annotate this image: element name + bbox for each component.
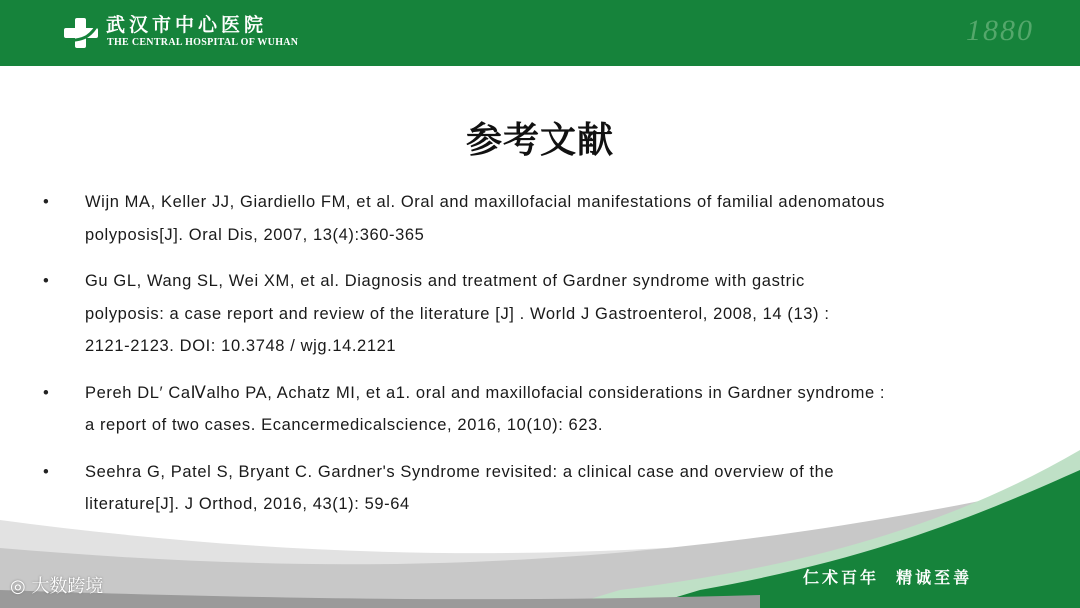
anniversary-mark: 1880 bbox=[966, 14, 1034, 47]
hospital-motto: 仁术百年 精诚至善 bbox=[803, 568, 973, 587]
reference-line: Gu GL, Wang SL, Wei XM, et al. Diagnosis and treatment of Gardner syndrome with gastric bbox=[85, 272, 805, 290]
reference-item bbox=[40, 265, 1030, 363]
watermark bbox=[10, 572, 103, 598]
reference-item bbox=[40, 186, 1030, 251]
reference-item bbox=[40, 377, 1030, 442]
watermark-text: 大数跨境 bbox=[31, 576, 104, 597]
reference-line: polyposis[J]. Oral Dis, 2007, 13(4):360-365 bbox=[85, 225, 425, 244]
hospital-name-cn: 武汉市中心医院 bbox=[106, 14, 268, 36]
reference-line: Wijn MA, Keller JJ, Giardiello FM, et al. Oral and maxillofacial manifestations of familial adenomatous bbox=[85, 193, 886, 211]
page-title: 参考文献 bbox=[465, 120, 614, 161]
header-bar bbox=[0, 0, 1080, 66]
hospital-name-en: THE CENTRAL HOSPITAL OF WUHAN bbox=[107, 37, 299, 48]
bullet: • bbox=[43, 193, 50, 211]
hospital-cross-logo-icon bbox=[62, 16, 102, 50]
reference-line: Pereh DL′ CaⅣalho PA, Achatz MI, et a1. oral and maxillofacial considerations in Gardner syndrome : bbox=[85, 383, 886, 402]
reference-line: literature[J]. J Orthod, 2016, 43(1): 59-64 bbox=[85, 495, 410, 513]
reference-line: 2121-2123. DOI: 10.3748 / wjg.14.2121 bbox=[85, 337, 397, 355]
reference-line: a report of two cases. Ecancermedicalscience, 2016, 10(10): 623. bbox=[85, 416, 604, 434]
bullet: • bbox=[43, 462, 50, 481]
reference-line: Seehra G, Patel S, Bryant C. Gardner's Syndrome revisited: a clinical case and overview of the bbox=[85, 462, 835, 481]
reference-line: polyposis: a case report and review of the literature [J] . World J Gastroenterol, 2008, 14 (13) : bbox=[85, 304, 830, 323]
bullet: • bbox=[43, 272, 50, 290]
watermark-logo-icon: ◎ bbox=[10, 576, 32, 597]
bullet: • bbox=[43, 383, 50, 402]
